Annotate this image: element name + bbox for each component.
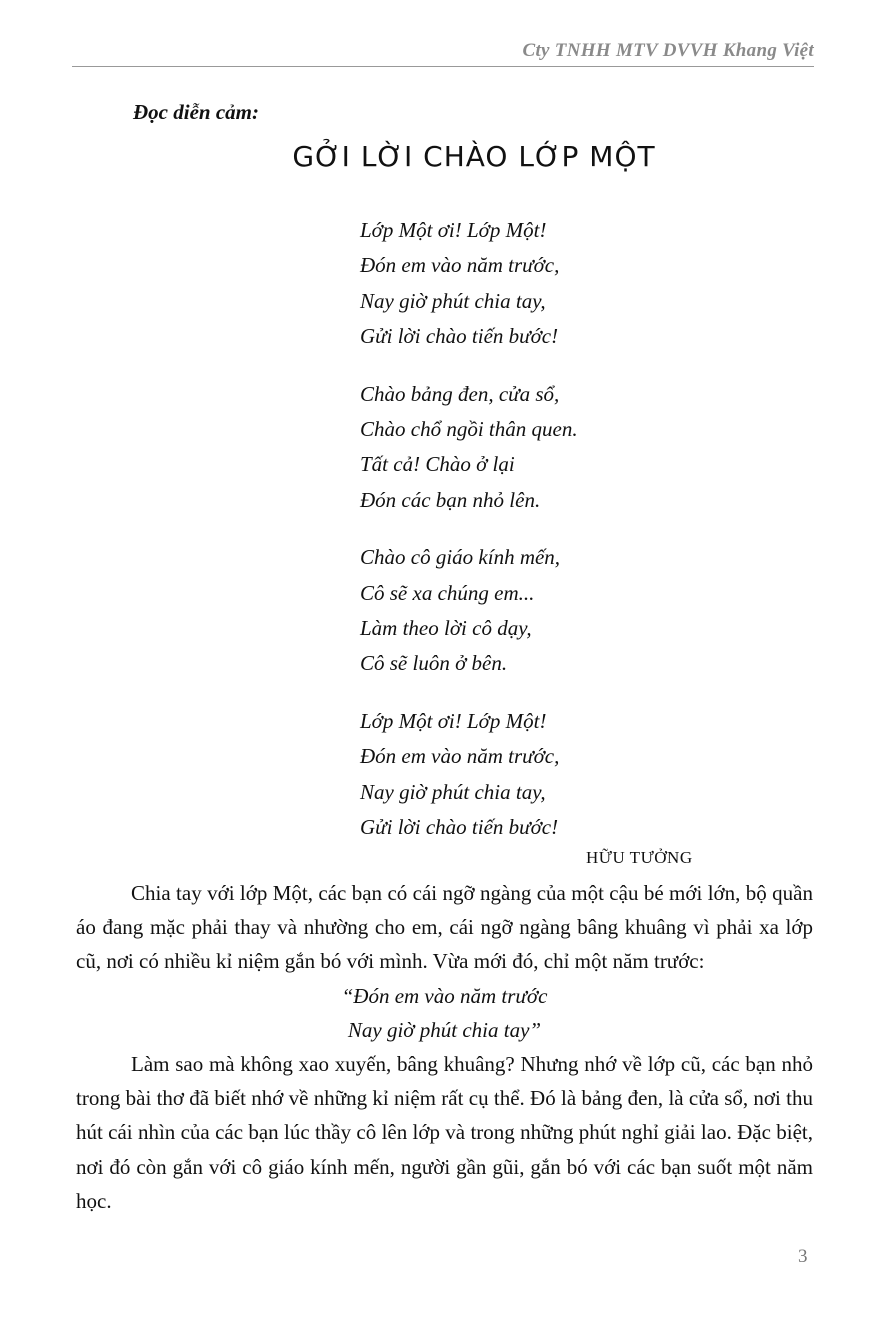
poem <box>360 213 680 846</box>
poem-line: Đón em vào năm trước, <box>360 253 560 278</box>
poem-line: Nay giờ phút chia tay, <box>360 288 546 313</box>
poem-line: Đón các bạn nhỏ lên. <box>360 487 541 512</box>
poem-line: Lớp Một ơi! Lớp Một! <box>360 218 547 242</box>
poem-line: Lớp Một ơi! Lớp Một! <box>360 708 547 733</box>
commentary-paragraph: Chia tay với lớp Một, các bạn có cái ngỡ ngàng của một cậu bé mới lớn, bộ quần áo đang mặc phải thay và nhường cho em, cái ngỡ ngàng bâng khuâng vì phải xa lớp cũ, nơi có nhiều kỉ niệm gắn bó với mình. Vừa mới đó, chỉ một năm trước: <box>76 881 813 974</box>
quoted-line: “Đón em vào năm trước <box>341 983 548 1008</box>
poem-author: HỮU TƯỞNG <box>586 848 693 867</box>
poem-stanza <box>360 213 680 355</box>
running-header: Cty TNHH MTV DVVH Khang Việt <box>522 40 814 61</box>
quoted-verse <box>76 979 813 1047</box>
poem-line: Nay giờ phút chia tay, <box>360 779 546 804</box>
section-label: Đọc diễn cảm: <box>133 100 259 124</box>
poem-line: Gửi lời chào tiến bước! <box>360 324 559 349</box>
poem-line: Đón em vào năm trước, <box>360 744 560 769</box>
poem-line: Cô sẽ xa chúng em... <box>360 580 535 605</box>
poem-line: Chào cô giáo kính mến, <box>360 545 561 570</box>
header-divider <box>72 66 814 67</box>
poem-line: Làm theo lời cô dạy, <box>360 616 532 641</box>
poem-line: Chào bảng đen, cửa sổ, <box>360 381 560 406</box>
commentary <box>76 876 813 1218</box>
poem-stanza <box>360 704 680 846</box>
poem-line: Cô sẽ luôn ở bên. <box>360 651 508 676</box>
poem-stanza <box>360 377 680 519</box>
poem-stanza <box>360 540 680 682</box>
commentary-paragraph: Làm sao mà không xao xuyến, bâng khuâng? Nhưng nhớ về lớp cũ, các bạn nhỏ trong bài thơ đã biết nhớ về những kỉ niệm rất cụ thể. Đó là bảng đen, là cửa sổ, nơi thu hút cái nhìn của các bạn lúc thầy cô lên lớp và trong những phút nghỉ giải lao. Đặc biệt, nơi đó còn gắn với cô giáo kính mến, người gần gũi, gắn bó với các bạn suốt một năm học. <box>76 1052 813 1213</box>
poem-line: Gửi lời chào tiến bước! <box>360 815 559 840</box>
poem-line: Tất cả! Chào ở lại <box>360 452 515 477</box>
poem-line: Chào chổ ngồi thân quen. <box>360 417 578 442</box>
poem-title: GỞI LỜI CHÀO LỚP MỘT <box>292 140 656 173</box>
page-number: 3 <box>798 1246 808 1267</box>
quoted-line: Nay giờ phút chia tay” <box>347 1017 542 1042</box>
